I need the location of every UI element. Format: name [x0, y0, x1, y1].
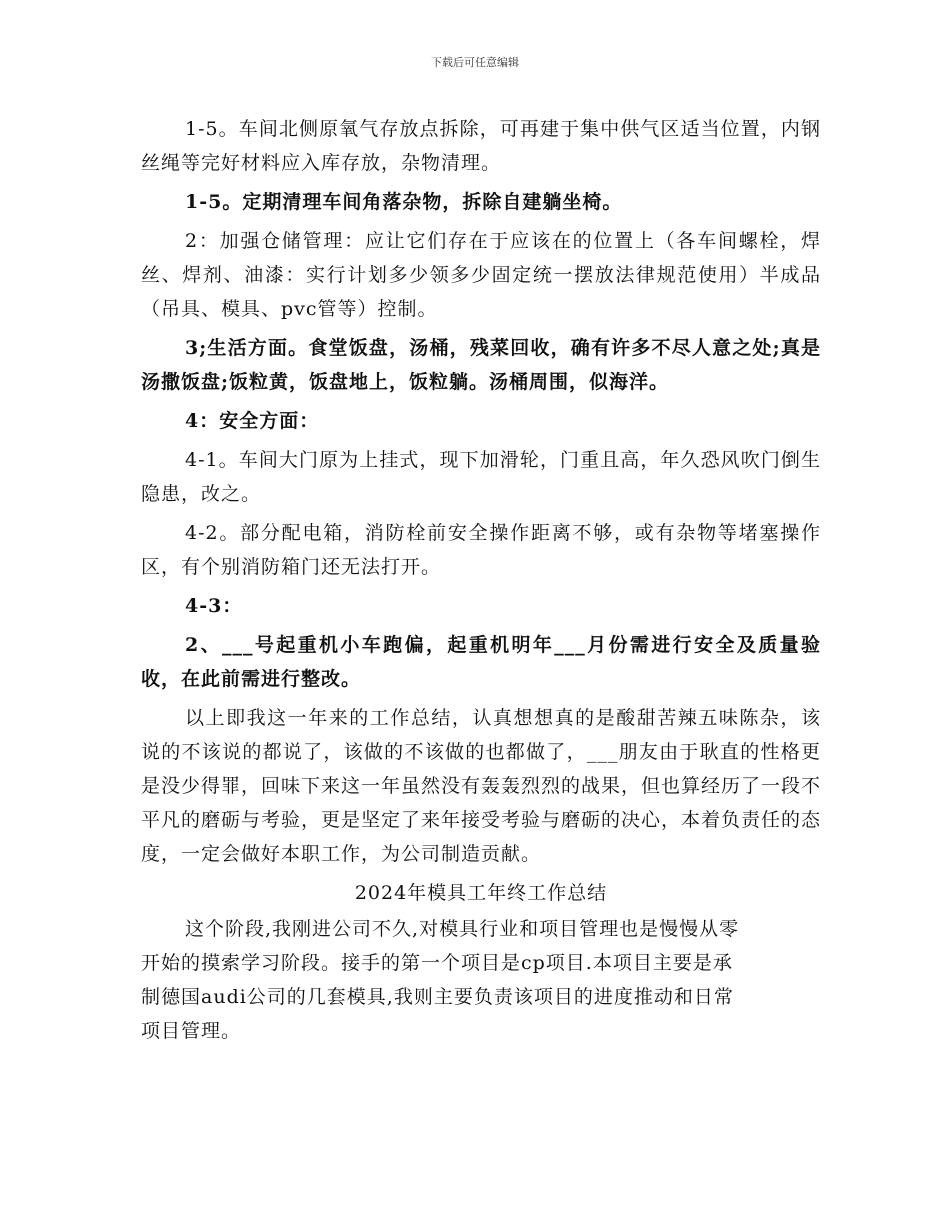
- section2-line-3: 制德国audi公司的几套模具,我则主要负责该项目的进度推动和日常: [141, 986, 734, 1008]
- section2-line-4: 项目管理。: [141, 1020, 242, 1042]
- paragraph-4-safety: 4：安全方面：: [185, 410, 320, 432]
- paragraph-3-life: 3;生活方面。食堂饭盘，汤桶，残菜回收，确有许多不尽人意之处;真是汤撒饭盘;饭粒黄，饭盘地上，饭粒躺。汤桶周围，似海洋。: [141, 337, 821, 393]
- section-title: 2024年模具工年终工作总结: [354, 882, 608, 904]
- paragraph-4-1: 4-1。车间大门原为上挂式，现下加滑轮，门重且高，年久恐风吹门倒生隐患，改之。: [141, 449, 821, 505]
- paragraph-1-5-clean: 1-5。定期清理车间角落杂物，拆除自建躺坐椅。: [185, 191, 623, 213]
- paragraph-4-3: 4-3：: [185, 595, 243, 617]
- section2-line-1: 这个阶段,我刚进公司不久,对模具行业和项目管理也是慢慢从零: [185, 918, 740, 940]
- section2-body: [141, 912, 821, 1048]
- paragraph-crane: 2、___号起重机小车跑偏，起重机明年___月份需进行安全及质量验收，在此前需进行整改。: [141, 634, 821, 690]
- paragraph-1-5-oxygen: 1-5。车间北侧原氧气存放点拆除，可再建于集中供气区适当位置，内钢丝绳等完好材料应入库存放，杂物清理。: [141, 118, 821, 174]
- document-body: [141, 112, 821, 1048]
- paragraph-conclusion: 以上即我这一年来的工作总结，认真想想真的是酸甜苦辣五味陈杂，该说的不该说的都说了，该做的不该做的也都做了，___朋友由于耿直的性格更是没少得罪，回味下来这一年虽然没有轰轰烈烈的战果，但也算经历了一段不平凡的磨砺与考验，更是坚定了来年接受考验与磨砺的决心，本着负责任的态度，一定会做好本职工作，为公司制造贡献。: [141, 707, 822, 865]
- paragraph-2-storage: 2：加强仓储管理：应让它们存在于应该在的位置上（各车间螺栓，焊丝、焊剂、油漆：实行计划多少领多少固定统一摆放法律规范使用）半成品（吊具、模具、pvc管等）控制。: [141, 230, 821, 320]
- section2-line-2: 开始的摸索学习阶段。接手的第一个项目是cp项目.本项目主要是承: [141, 952, 733, 974]
- paragraph-4-2: 4-2。部分配电箱，消防栓前安全操作距离不够，或有杂物等堵塞操作区，有个别消防箱门还无法打开。: [141, 522, 821, 578]
- page-header: 下载后可任意编辑: [431, 56, 519, 69]
- section2-paragraph: [141, 912, 821, 1048]
